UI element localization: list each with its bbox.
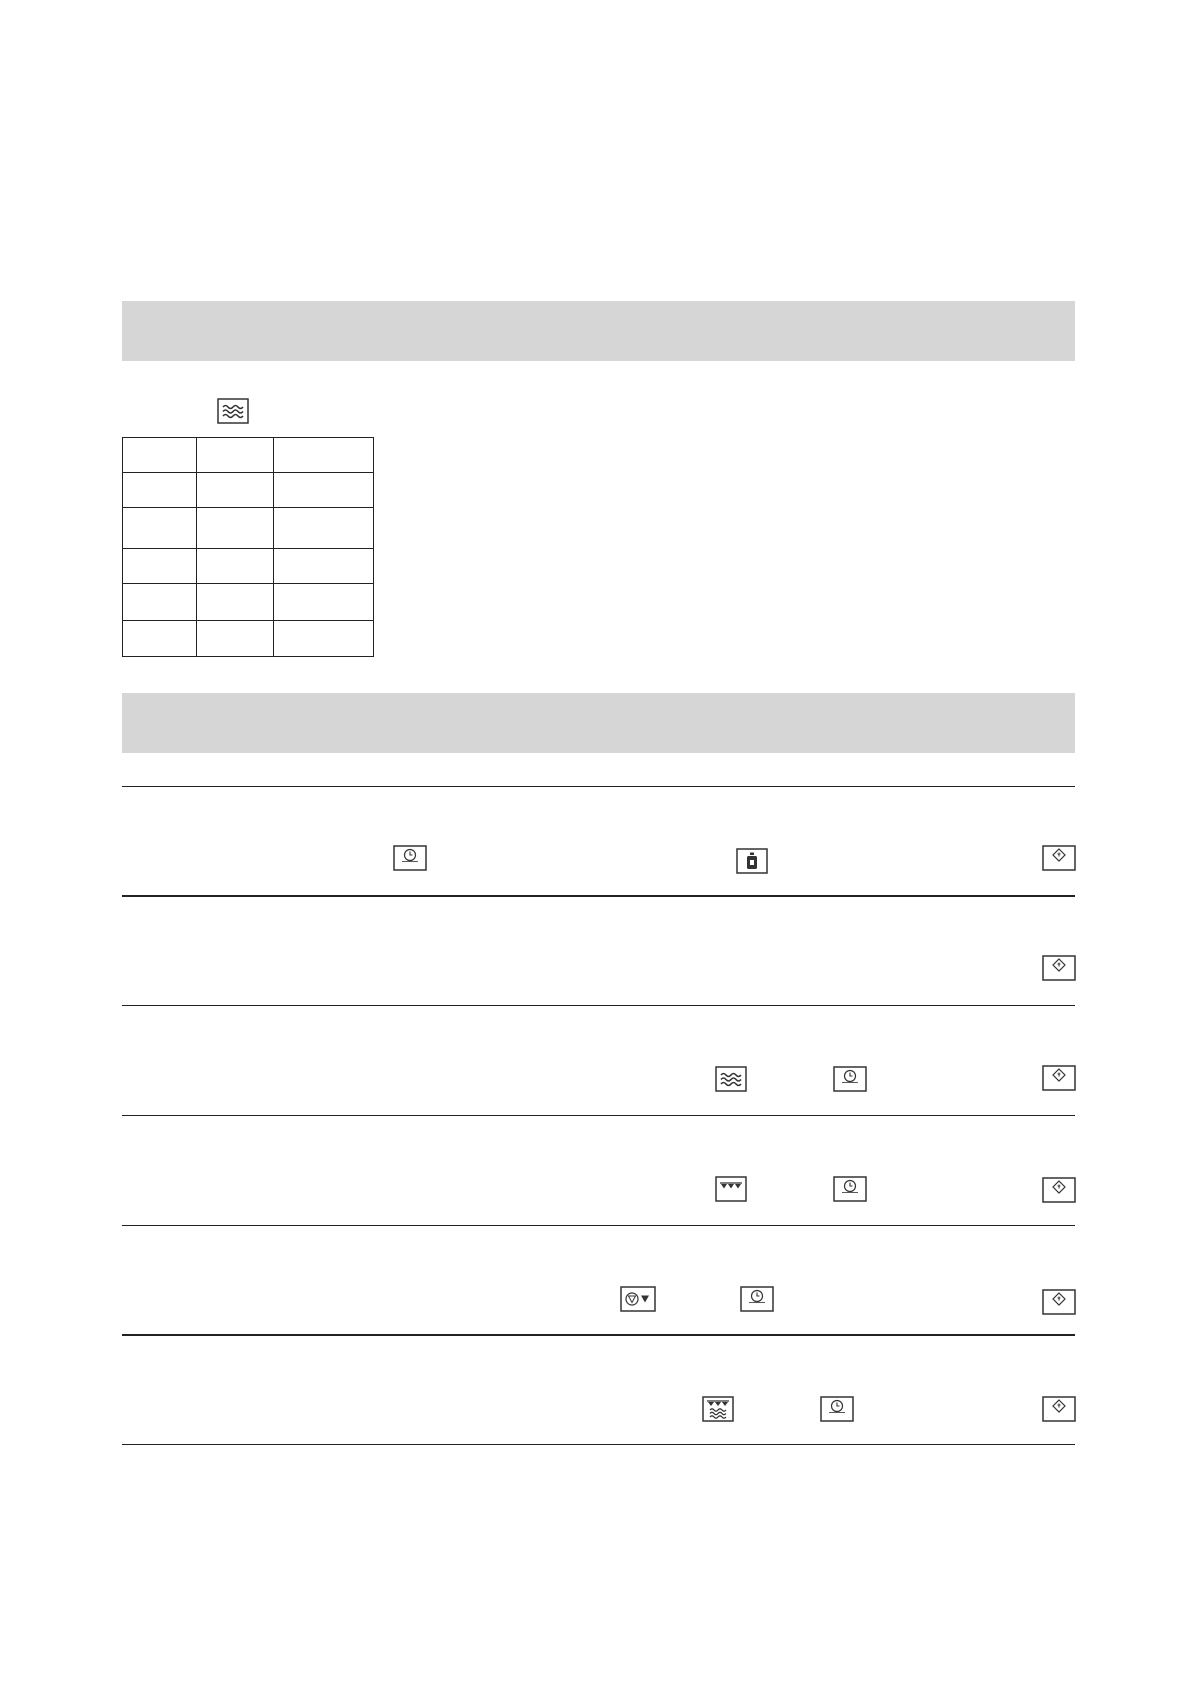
start-quick-icon [1042,845,1076,871]
start-quick-icon [1042,1289,1076,1315]
start-quick-icon [1042,955,1076,981]
weight-icon [736,848,768,874]
table-cell [197,549,274,584]
divider [122,1115,1075,1116]
table-cell [274,473,374,508]
grill-microwave-combi-icon [702,1396,734,1422]
table-row [123,549,374,584]
start-quick-icon [1042,1177,1076,1203]
table-cell [197,473,274,508]
table-cell [123,549,197,584]
clock-menu-icon [740,1286,774,1312]
table-cell [274,438,374,473]
divider [122,1444,1075,1445]
table-cell [197,438,274,473]
defrost-down-icon [620,1286,656,1312]
table-cell [123,473,197,508]
table-cell [274,584,374,621]
clock-menu-icon [833,1066,867,1092]
table-cell [274,549,374,584]
table-cell [123,621,197,657]
table-cell [197,621,274,657]
table-cell [197,584,274,621]
divider [122,1005,1075,1006]
table-row [123,621,374,657]
clock-menu-icon [820,1396,854,1422]
clock-menu-icon [393,845,427,871]
table-row [123,473,374,508]
table-cell [274,508,374,549]
microwave-waves-icon [715,1066,747,1092]
table-row [123,584,374,621]
divider [122,786,1075,787]
table-row [123,508,374,549]
section-header-band-2 [122,693,1075,753]
table-cell [123,584,197,621]
start-quick-icon [1042,1065,1076,1091]
table-cell [274,621,374,657]
divider [122,895,1075,897]
grill-icon [715,1176,747,1202]
clock-menu-icon [833,1176,867,1202]
table-row [123,438,374,473]
divider [122,1334,1075,1336]
table-cell [123,438,197,473]
section-header-band-1 [122,301,1075,361]
divider [122,1225,1075,1226]
microwave-waves-icon [217,398,249,429]
table-cell [197,508,274,549]
start-quick-icon [1042,1396,1076,1422]
table-cell [123,508,197,549]
power-level-table [122,437,374,657]
